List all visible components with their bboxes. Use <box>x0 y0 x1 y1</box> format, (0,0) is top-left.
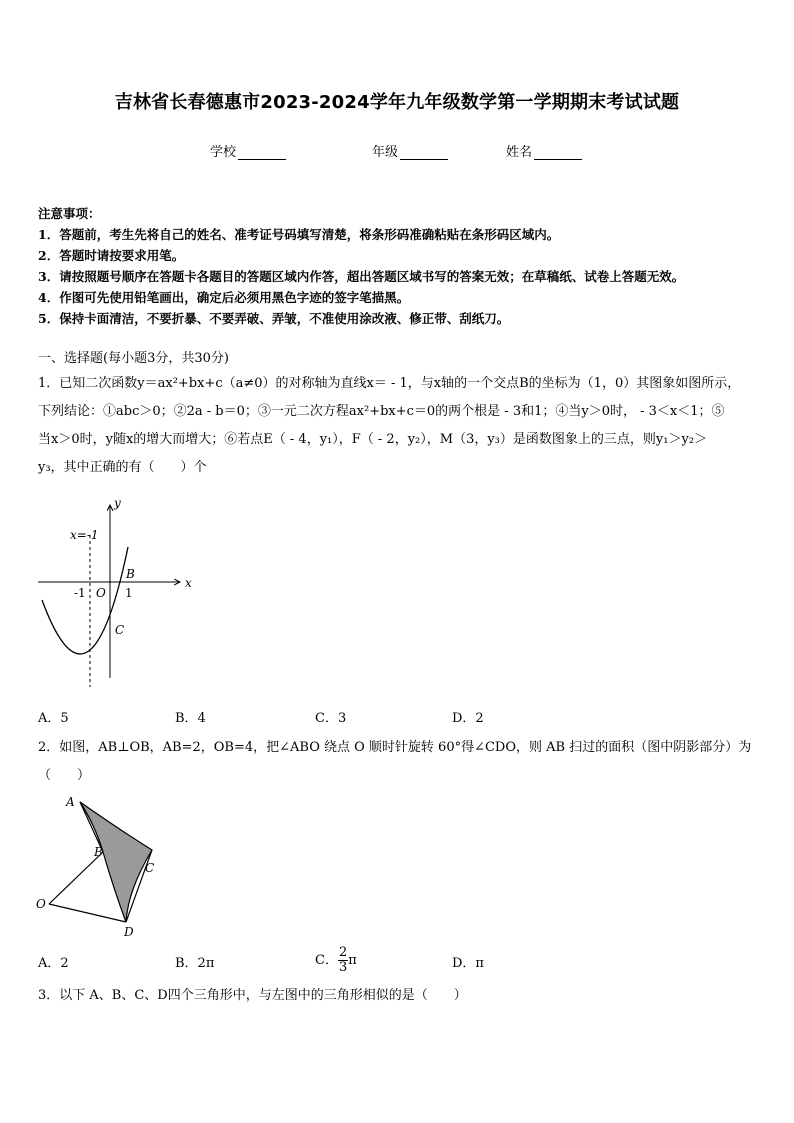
notes-heading: 注意事项： <box>38 206 101 221</box>
grade-label: 年级 <box>372 145 399 160</box>
segment-ob <box>49 852 103 904</box>
grade-blank <box>400 145 448 160</box>
page-title: 吉林省长春德惠市2023-2024学年九年级数学第一学期期末考试试题 <box>114 92 680 113</box>
q2-option-d[interactable]: D．π <box>452 956 484 971</box>
q2-option-c-fraction <box>338 946 348 975</box>
school-field <box>210 141 286 160</box>
x-axis-label: x <box>185 576 192 590</box>
segment-od <box>49 904 126 922</box>
grade-field <box>372 141 448 160</box>
parabola-curve <box>42 547 128 654</box>
origin-label: O <box>96 586 106 600</box>
name-field <box>506 141 582 160</box>
point-a-label: A <box>66 795 75 809</box>
point-b-label: B <box>94 845 103 859</box>
notes-block <box>38 203 768 329</box>
note-item: 4．作图可先使用铅笔画出，确定后必须用黑色字迹的签字笔描黑。 <box>38 290 410 305</box>
q2-options <box>38 946 598 980</box>
question-2-text <box>38 734 762 790</box>
q1-line: 当x＞0时，y随x的增大而增大；⑥若点E（ - 4，y₁），F（ - 2，y₂），M（3，y₃）是函数图象上的三点，则y₁＞y₂＞ <box>38 432 708 447</box>
q2-rotation-figure <box>30 790 170 940</box>
question-1-text <box>38 370 762 482</box>
question-3-text <box>38 982 762 1010</box>
point-c-label: C <box>115 623 125 637</box>
q2-option-c-suffix: π <box>348 953 357 968</box>
q2-option-b[interactable]: B．2π <box>175 956 215 971</box>
fraction-numerator: 2 <box>338 945 348 960</box>
section-heading: 一、选择题(每小题3分，共30分) <box>38 351 229 366</box>
q1-line: 下列结论：①abc＞0；②2a - b＝0；③一元二次方程ax²+bx+c＝0的两个根是 - 3和1；④当y＞0时， - 3＜x＜1；⑤ <box>38 404 725 419</box>
name-blank <box>534 145 582 160</box>
shaded-region <box>80 802 155 922</box>
point-o-label: O <box>36 897 46 911</box>
q1-option-b[interactable]: B．4 <box>175 711 206 726</box>
q3-line: 3．以下 A、B、C、D四个三角形中，与左图中的三角形相似的是（ ） <box>38 988 467 1003</box>
note-item: 3．请按照题号顺序在答题卡各题目的答题区域内作答，超出答题区域书写的答案无效；在草稿纸、试卷上答题无效。 <box>38 269 685 284</box>
one-label: 1 <box>125 586 133 600</box>
name-label: 姓名 <box>506 145 533 160</box>
q1-parabola-figure <box>30 495 205 695</box>
fraction-denominator: 3 <box>338 960 348 975</box>
q1-line: y₃，其中正确的有（ ）个 <box>38 460 207 475</box>
q1-options <box>38 707 598 725</box>
q1-option-a[interactable]: A．5 <box>38 711 69 726</box>
note-item: 5．保持卡面清洁，不要折暴、不要弄破、弄皱，不准使用涂改液、修正带、刮纸刀。 <box>38 311 510 326</box>
point-d-label: D <box>124 925 134 939</box>
y-axis-label: y <box>114 496 121 510</box>
q1-option-c[interactable]: C．3 <box>315 711 347 726</box>
q1-option-d[interactable]: D．2 <box>452 711 484 726</box>
q2-line: （ ） <box>38 768 91 783</box>
note-item: 1．答题前，考生先将自己的姓名、准考证号码填写清楚，将条形码准确粘贴在条形码区域内。 <box>38 227 560 242</box>
q2-option-c[interactable] <box>315 946 357 975</box>
q1-line: 1．已知二次函数y＝ax²+bx+c（a≠0）的对称轴为直线x＝ - 1，与x轴的一个交点B的坐标为（1，0）其图象如图所示， <box>38 376 741 391</box>
q2-option-c-prefix: C． <box>315 953 338 968</box>
note-item: 2．答题时请按要求用笔。 <box>38 248 185 263</box>
school-label: 学校 <box>210 145 237 160</box>
q2-line: 2．如图，AB⊥OB，AB=2，OB=4，把∠ABO 绕点 O 顺时针旋转 60°得∠CDO，则 AB 扫过的面积（图中阴影部分）为 <box>38 740 752 755</box>
neg-one-label: -1 <box>74 586 86 600</box>
symmetry-axis-label: x=-1 <box>70 528 99 542</box>
point-c-label: C <box>145 861 155 875</box>
q2-option-a[interactable]: A．2 <box>38 956 69 971</box>
point-b-label: B <box>126 567 135 581</box>
school-blank <box>238 145 286 160</box>
